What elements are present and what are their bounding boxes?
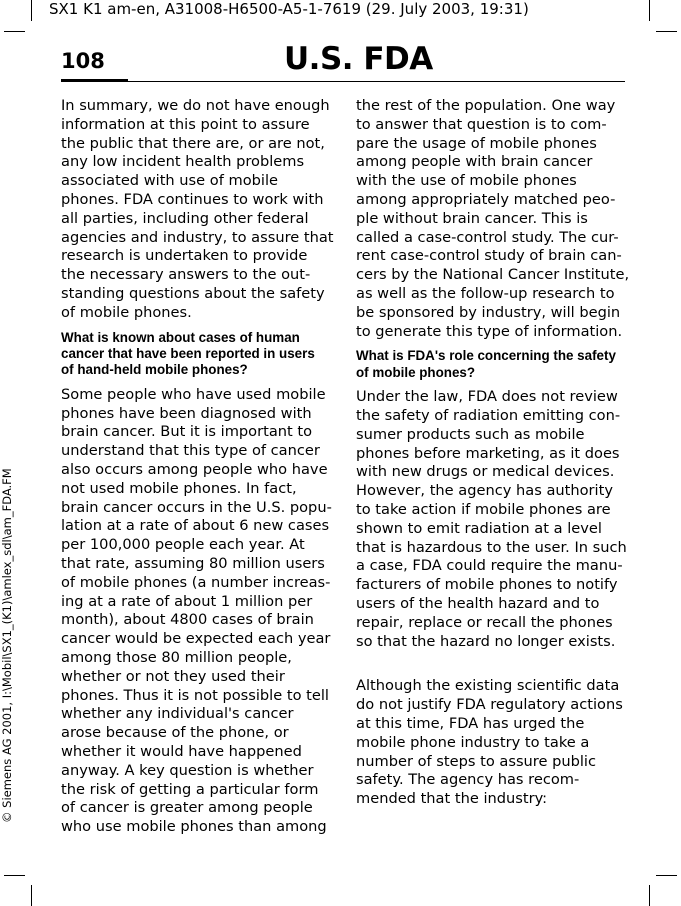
heading-known-cancer-cases: What is known about cases of human cancer that have been reported in users of hand-held mobile phones? [61,329,315,378]
print-header-line: SX1 K1 am-en, A31008-H6500-A5-1-7619 (29. July 2003, 19:31) [49,0,529,18]
crop-mark-top-left-v [31,0,32,21]
copyright-side-note: © Siemens AG 2001, I:\Mobil\SX1_(K1)\amlex_sdl\am_FDA.FM [0,468,14,823]
crop-mark-bottom-right-v [649,885,650,906]
left-column [61,97,334,837]
right-paragraph-fda-law: Under the law, FDA does not review the safety of radiation emitting con- sumer products such as mobile phones before marketing, as it does with new drugs or medical devices. However, the agency has authority to take action if mobile phones are shown to emit radiation at a level that is hazardous to the user. In such a case, FDA could require the manu- facturers of mobile phones to notify users of the health hazard and to repair, replace or recall the phones so that the hazard no longer exists. [356,388,627,650]
heading-fda-role: What is FDA's role concerning the safety of mobile phones? [356,348,616,380]
right-paragraph-industry-steps: Although the existing scientific data do not justify FDA regulatory actions at this time, FDA has urged the mobile phone industry to take a number of steps to assure public safety. The agency has recom- mended that the industry: [356,677,623,808]
left-paragraph-cancer-cases: Some people who have used mobile phones have been diagnosed with brain cancer. But it is important to understand that this type of cancer also occurs among people who have not used mobile phones. In fact, brain cancer occurs in the U.S. popu- lation at a rate of about 6 new cases per 100,000 people each year. At that rate, assuming 80 million users of mobile phones (a number increas- ing at a rate of about 1 million per month), about 4800 cases of brain cancer would be expected each year among those 80 million people, whether or not they used their phones. Thus it is not possible to tell whether any individual's cancer arose because of the phone, or whether it would have happened anyway. A key question is whether the risk of getting a particular form of cancer is greater among people who use mobile phones than among [61,385,332,836]
right-column [356,97,630,809]
right-paragraph-case-control: the rest of the population. One way to answer that question is to com- pare the usage of mobile phones among people with brain cancer with the use of mobile phones among appropriately matched peo- ple without brain cancer. This is called a case-control study. The cur- rent case-control study of brain can- cers by the National Cancer Institute, as well as the follow-up research to be sponsored by industry, will begin to generate this type of information. [356,97,630,340]
crop-mark-bottom-left-h [4,875,25,876]
header-rule [61,81,625,82]
crop-mark-bottom-right-h [656,875,677,876]
page-number: 108 [61,49,105,73]
crop-mark-top-right-h [656,31,677,32]
crop-mark-top-right-v [649,0,650,21]
crop-mark-bottom-left-v [31,885,32,906]
page-title: U.S. FDA [284,41,433,77]
left-paragraph-summary: In summary, we do not have enough information at this point to assure the public that there are, or are not, any low incident health problems associated with use of mobile phones. FDA continues to work with all parties, including other federal agencies and industry, to assure that research is undertaken to provide the necessary answers to the out- standing questions about the safety of mobile phones. [61,97,334,321]
crop-mark-top-left-h [4,31,25,32]
